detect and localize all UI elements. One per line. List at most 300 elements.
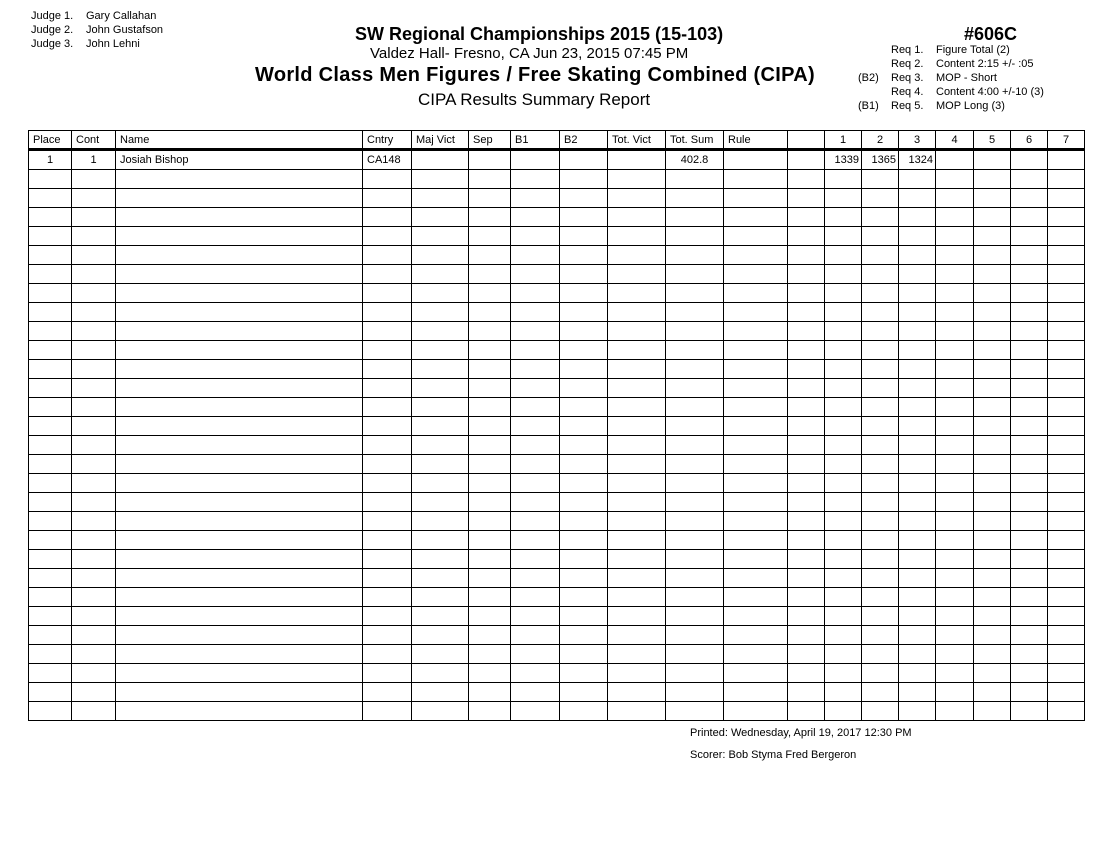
empty-cell — [936, 436, 974, 455]
empty-cell — [511, 683, 560, 702]
empty-cell — [899, 455, 936, 474]
empty-cell — [788, 569, 825, 588]
empty-cell — [666, 607, 724, 626]
empty-cell — [363, 474, 412, 493]
col-judge-5: 5 — [974, 131, 1011, 150]
empty-cell — [825, 398, 862, 417]
empty-cell — [560, 702, 608, 721]
table-row-empty — [29, 474, 1085, 493]
empty-cell — [825, 493, 862, 512]
empty-cell — [724, 208, 788, 227]
empty-cell — [974, 379, 1011, 398]
table-row-empty — [29, 284, 1085, 303]
empty-cell — [363, 360, 412, 379]
empty-cell — [29, 474, 72, 493]
venue-datetime: Valdez Hall- Fresno, CA Jun 23, 2015 07:45 PM — [370, 45, 689, 62]
empty-cell — [363, 531, 412, 550]
empty-cell — [1048, 550, 1085, 569]
empty-cell — [363, 436, 412, 455]
empty-cell — [862, 208, 899, 227]
empty-cell — [72, 189, 116, 208]
empty-cell — [936, 284, 974, 303]
table-row-empty — [29, 189, 1085, 208]
empty-cell — [788, 436, 825, 455]
empty-cell — [116, 512, 363, 531]
empty-cell — [899, 626, 936, 645]
empty-cell — [72, 702, 116, 721]
empty-cell — [788, 284, 825, 303]
empty-cell — [412, 436, 469, 455]
empty-cell — [560, 645, 608, 664]
col-judge-1: 1 — [825, 131, 862, 150]
empty-cell — [825, 550, 862, 569]
empty-cell — [1048, 265, 1085, 284]
empty-cell — [1011, 303, 1048, 322]
empty-cell — [511, 189, 560, 208]
empty-cell — [825, 189, 862, 208]
empty-cell — [862, 284, 899, 303]
empty-cell — [511, 417, 560, 436]
empty-cell — [608, 246, 666, 265]
empty-cell — [788, 531, 825, 550]
empty-cell — [560, 189, 608, 208]
empty-cell — [116, 265, 363, 284]
empty-cell — [974, 569, 1011, 588]
empty-cell — [72, 208, 116, 227]
empty-cell — [666, 664, 724, 683]
empty-cell — [899, 303, 936, 322]
empty-cell — [511, 265, 560, 284]
empty-cell — [608, 436, 666, 455]
empty-cell — [666, 189, 724, 208]
empty-cell — [72, 569, 116, 588]
empty-cell — [469, 398, 511, 417]
table-row-empty — [29, 246, 1085, 265]
empty-cell — [469, 246, 511, 265]
empty-cell — [862, 265, 899, 284]
empty-cell — [1011, 645, 1048, 664]
empty-cell — [412, 227, 469, 246]
empty-cell — [899, 493, 936, 512]
empty-cell — [469, 436, 511, 455]
empty-cell — [974, 607, 1011, 626]
empty-cell — [116, 626, 363, 645]
empty-cell — [560, 303, 608, 322]
empty-cell — [788, 626, 825, 645]
cell-judge-3: 1324 — [899, 150, 936, 170]
empty-cell — [116, 588, 363, 607]
empty-cell — [608, 360, 666, 379]
empty-cell — [608, 531, 666, 550]
empty-cell — [862, 569, 899, 588]
empty-cell — [72, 588, 116, 607]
empty-cell — [724, 436, 788, 455]
requirement-5: (B1) Req 5. MOP Long (3) — [858, 100, 1005, 112]
col-b1: B1 — [511, 131, 560, 150]
empty-cell — [788, 360, 825, 379]
empty-cell — [666, 227, 724, 246]
empty-cell — [862, 398, 899, 417]
empty-cell — [724, 531, 788, 550]
empty-cell — [72, 227, 116, 246]
empty-cell — [608, 474, 666, 493]
empty-cell — [560, 379, 608, 398]
empty-cell — [116, 417, 363, 436]
empty-cell — [412, 474, 469, 493]
empty-cell — [1011, 284, 1048, 303]
empty-cell — [862, 683, 899, 702]
empty-cell — [724, 398, 788, 417]
col-blank — [788, 131, 825, 150]
empty-cell — [116, 189, 363, 208]
empty-cell — [1011, 208, 1048, 227]
empty-cell — [363, 702, 412, 721]
empty-cell — [1048, 322, 1085, 341]
empty-cell — [724, 493, 788, 512]
col-tot-vict: Tot. Vict — [608, 131, 666, 150]
empty-cell — [862, 588, 899, 607]
empty-cell — [899, 322, 936, 341]
empty-cell — [1048, 170, 1085, 189]
empty-cell — [899, 512, 936, 531]
table-row-empty — [29, 493, 1085, 512]
empty-cell — [825, 569, 862, 588]
empty-cell — [1048, 379, 1085, 398]
empty-cell — [825, 265, 862, 284]
empty-cell — [1048, 493, 1085, 512]
empty-cell — [974, 683, 1011, 702]
empty-cell — [825, 379, 862, 398]
empty-cell — [1048, 474, 1085, 493]
empty-cell — [788, 398, 825, 417]
empty-cell — [560, 493, 608, 512]
empty-cell — [936, 303, 974, 322]
empty-cell — [724, 683, 788, 702]
empty-cell — [862, 664, 899, 683]
empty-cell — [899, 379, 936, 398]
empty-cell — [666, 341, 724, 360]
empty-cell — [363, 512, 412, 531]
empty-cell — [608, 417, 666, 436]
empty-cell — [724, 170, 788, 189]
empty-cell — [511, 398, 560, 417]
empty-cell — [116, 664, 363, 683]
empty-cell — [666, 170, 724, 189]
cell-judge-1: 1339 — [825, 150, 862, 170]
empty-cell — [469, 588, 511, 607]
empty-cell — [899, 664, 936, 683]
empty-cell — [72, 265, 116, 284]
empty-cell — [936, 531, 974, 550]
empty-cell — [363, 607, 412, 626]
cell-blank — [788, 150, 825, 170]
empty-cell — [363, 208, 412, 227]
empty-cell — [469, 284, 511, 303]
empty-cell — [788, 683, 825, 702]
empty-cell — [560, 683, 608, 702]
empty-cell — [608, 341, 666, 360]
empty-cell — [862, 493, 899, 512]
empty-cell — [936, 246, 974, 265]
empty-cell — [899, 189, 936, 208]
empty-cell — [29, 455, 72, 474]
table-row-empty — [29, 265, 1085, 284]
table-row-empty — [29, 170, 1085, 189]
empty-cell — [1048, 227, 1085, 246]
empty-cell — [363, 189, 412, 208]
empty-cell — [788, 265, 825, 284]
empty-cell — [363, 303, 412, 322]
empty-cell — [666, 208, 724, 227]
empty-cell — [825, 645, 862, 664]
empty-cell — [1048, 341, 1085, 360]
empty-cell — [29, 284, 72, 303]
empty-cell — [1048, 455, 1085, 474]
requirement-1: Req 1. Figure Total (2) — [891, 44, 1010, 56]
empty-cell — [363, 626, 412, 645]
empty-cell — [1011, 493, 1048, 512]
empty-cell — [899, 170, 936, 189]
empty-cell — [1048, 303, 1085, 322]
empty-cell — [412, 208, 469, 227]
empty-cell — [363, 683, 412, 702]
empty-cell — [560, 512, 608, 531]
empty-cell — [862, 531, 899, 550]
judges-list — [31, 9, 163, 51]
event-title: SW Regional Championships 2015 (15-103) — [355, 24, 724, 44]
empty-cell — [469, 455, 511, 474]
empty-cell — [1048, 645, 1085, 664]
empty-cell — [862, 455, 899, 474]
col-cntry: Cntry — [363, 131, 412, 150]
empty-cell — [412, 379, 469, 398]
event-code: #606C — [964, 24, 1018, 44]
empty-cell — [29, 531, 72, 550]
empty-cell — [412, 246, 469, 265]
empty-cell — [116, 246, 363, 265]
empty-cell — [724, 341, 788, 360]
empty-cell — [560, 569, 608, 588]
empty-cell — [1048, 246, 1085, 265]
empty-cell — [116, 493, 363, 512]
empty-cell — [29, 645, 72, 664]
empty-cell — [412, 284, 469, 303]
judge-3: Judge 3. John Lehni — [31, 38, 140, 50]
empty-cell — [560, 398, 608, 417]
empty-cell — [1011, 683, 1048, 702]
empty-cell — [608, 645, 666, 664]
empty-cell — [1011, 569, 1048, 588]
empty-cell — [511, 455, 560, 474]
empty-cell — [72, 170, 116, 189]
empty-cell — [974, 512, 1011, 531]
empty-cell — [560, 227, 608, 246]
empty-cell — [899, 417, 936, 436]
empty-cell — [469, 683, 511, 702]
table-row-empty — [29, 455, 1085, 474]
empty-cell — [974, 208, 1011, 227]
empty-cell — [974, 341, 1011, 360]
empty-cell — [974, 246, 1011, 265]
cell-sep — [469, 150, 511, 170]
table-row-empty — [29, 626, 1085, 645]
empty-cell — [862, 189, 899, 208]
empty-cell — [666, 436, 724, 455]
empty-cell — [825, 227, 862, 246]
empty-cell — [469, 474, 511, 493]
empty-cell — [29, 550, 72, 569]
empty-cell — [974, 455, 1011, 474]
table-row-empty — [29, 645, 1085, 664]
empty-cell — [608, 550, 666, 569]
empty-cell — [29, 227, 72, 246]
empty-cell — [666, 474, 724, 493]
empty-cell — [862, 303, 899, 322]
empty-cell — [1048, 417, 1085, 436]
empty-cell — [666, 398, 724, 417]
empty-cell — [560, 436, 608, 455]
empty-cell — [724, 588, 788, 607]
empty-cell — [511, 474, 560, 493]
empty-cell — [72, 493, 116, 512]
empty-cell — [29, 170, 72, 189]
empty-cell — [899, 588, 936, 607]
empty-cell — [560, 246, 608, 265]
empty-cell — [974, 645, 1011, 664]
empty-cell — [560, 550, 608, 569]
empty-cell — [608, 398, 666, 417]
empty-cell — [72, 474, 116, 493]
empty-cell — [724, 417, 788, 436]
empty-cell — [412, 170, 469, 189]
empty-cell — [974, 588, 1011, 607]
empty-cell — [899, 360, 936, 379]
empty-cell — [363, 664, 412, 683]
empty-cell — [72, 398, 116, 417]
table-row-empty — [29, 341, 1085, 360]
empty-cell — [1048, 683, 1085, 702]
empty-cell — [412, 607, 469, 626]
empty-cell — [788, 664, 825, 683]
empty-cell — [469, 265, 511, 284]
cell-cntry: CA148 — [363, 150, 412, 170]
empty-cell — [29, 493, 72, 512]
empty-cell — [116, 398, 363, 417]
report-title: CIPA Results Summary Report — [418, 90, 651, 109]
empty-cell — [899, 531, 936, 550]
empty-cell — [788, 246, 825, 265]
empty-cell — [1048, 284, 1085, 303]
empty-cell — [116, 379, 363, 398]
table-row-empty — [29, 664, 1085, 683]
empty-cell — [936, 626, 974, 645]
empty-cell — [899, 474, 936, 493]
empty-cell — [936, 493, 974, 512]
empty-cell — [862, 227, 899, 246]
empty-cell — [788, 474, 825, 493]
empty-cell — [788, 588, 825, 607]
empty-cell — [560, 455, 608, 474]
empty-cell — [899, 284, 936, 303]
empty-cell — [469, 189, 511, 208]
empty-cell — [899, 436, 936, 455]
empty-cell — [412, 398, 469, 417]
empty-cell — [469, 512, 511, 531]
cell-maj-vict — [412, 150, 469, 170]
empty-cell — [974, 702, 1011, 721]
empty-cell — [825, 588, 862, 607]
empty-cell — [412, 645, 469, 664]
empty-cell — [666, 322, 724, 341]
empty-cell — [363, 493, 412, 512]
empty-cell — [1011, 417, 1048, 436]
table-row-empty — [29, 227, 1085, 246]
empty-cell — [116, 474, 363, 493]
empty-cell — [469, 664, 511, 683]
empty-cell — [511, 493, 560, 512]
empty-cell — [862, 341, 899, 360]
empty-cell — [511, 246, 560, 265]
empty-cell — [363, 455, 412, 474]
empty-cell — [29, 360, 72, 379]
empty-cell — [116, 170, 363, 189]
empty-cell — [1011, 398, 1048, 417]
empty-cell — [1011, 341, 1048, 360]
empty-cell — [72, 550, 116, 569]
empty-cell — [788, 550, 825, 569]
empty-cell — [363, 322, 412, 341]
empty-cell — [116, 227, 363, 246]
empty-cell — [899, 569, 936, 588]
table-row-empty — [29, 512, 1085, 531]
empty-cell — [1048, 588, 1085, 607]
empty-cell — [511, 702, 560, 721]
empty-cell — [724, 303, 788, 322]
table-row-empty — [29, 398, 1085, 417]
empty-cell — [936, 569, 974, 588]
empty-cell — [666, 246, 724, 265]
empty-cell — [666, 645, 724, 664]
empty-cell — [412, 512, 469, 531]
empty-cell — [1011, 265, 1048, 284]
empty-cell — [1011, 702, 1048, 721]
empty-cell — [1011, 550, 1048, 569]
empty-cell — [788, 645, 825, 664]
empty-cell — [116, 322, 363, 341]
col-place: Place — [29, 131, 72, 150]
empty-cell — [724, 246, 788, 265]
empty-cell — [936, 455, 974, 474]
empty-cell — [862, 360, 899, 379]
empty-cell — [560, 265, 608, 284]
empty-cell — [560, 474, 608, 493]
empty-cell — [608, 265, 666, 284]
empty-cell — [936, 208, 974, 227]
table-row-empty — [29, 531, 1085, 550]
col-tot-sum: Tot. Sum — [666, 131, 724, 150]
empty-cell — [608, 189, 666, 208]
empty-cell — [511, 512, 560, 531]
empty-cell — [72, 341, 116, 360]
empty-cell — [29, 246, 72, 265]
empty-cell — [560, 322, 608, 341]
empty-cell — [862, 322, 899, 341]
requirements-list — [858, 43, 1044, 113]
empty-cell — [560, 284, 608, 303]
empty-cell — [560, 417, 608, 436]
empty-cell — [511, 588, 560, 607]
empty-cell — [666, 455, 724, 474]
